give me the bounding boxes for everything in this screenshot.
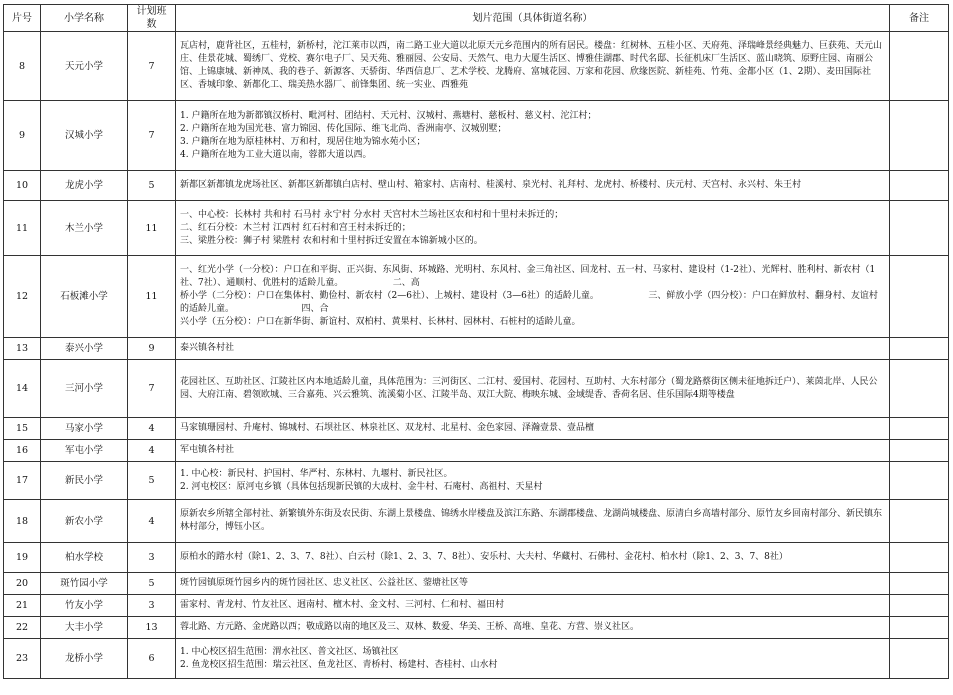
table-row <box>4 338 949 360</box>
zone-range: 雷家村、青龙村、竹友社区、迥南村、檀木村、金文村、三河村、仁和村、福田村 <box>176 595 890 617</box>
zone-range: 一、中心校：长林村 共和村 石马村 永宁村 分水村 天宫村木兰场社区农和村和十里村未拆迁的； 二、红石分校：木兰村 江西村 红石村和宫王村未拆迁的； 三、梁胜分校：狮子村 梁胜村 农和村和十里村拆迁安置在本锦新城小区的。 <box>176 201 890 256</box>
header-remarks: 备注 <box>890 5 949 32</box>
table-row <box>4 440 949 462</box>
remarks <box>890 32 949 101</box>
zone-range: 1. 中心校区招生范围：渭水社区、普文社区、场镇社区 2. 鱼龙校区招生范围：瑞云社区、鱼龙社区、青桥村、杨建村、杏桂村、山水村 <box>176 639 890 679</box>
planned-classes: 9 <box>128 338 176 360</box>
zone-number: 14 <box>4 360 41 418</box>
zone-range: 花园社区、互助社区、江陵社区内本地适龄儿童，具体范围为：三河街区、二江村、爱国村、花园村、互助村、大东村部分（蜀龙路蔡街区侧未征地拆迁户）、莱茵北岸、人民公园、大府江南、碧领欧城、三合嘉苑、兴云雅筑、流溪菊小区、江陵半岛、双江大院、梅映东城、金域缇香、香荷名居、佳乐国际4期等楼盘 <box>176 360 890 418</box>
planned-classes: 5 <box>128 462 176 500</box>
header-zone-range: 划片范围（具体街道名称） <box>176 5 890 32</box>
school-name: 龙虎小学 <box>41 171 128 201</box>
school-name: 马家小学 <box>41 418 128 440</box>
table-row <box>4 171 949 201</box>
planned-classes: 6 <box>128 639 176 679</box>
remarks <box>890 201 949 256</box>
header-row <box>4 5 949 32</box>
planned-classes: 11 <box>128 256 176 338</box>
table-row <box>4 543 949 573</box>
zone-number: 8 <box>4 32 41 101</box>
planned-classes: 4 <box>128 440 176 462</box>
remarks <box>890 543 949 573</box>
school-name: 竹友小学 <box>41 595 128 617</box>
remarks <box>890 617 949 639</box>
planned-classes: 7 <box>128 101 176 171</box>
table-row <box>4 360 949 418</box>
zone-range: 新都区新都镇龙虎场社区、新都区新都镇白店村、壁山村、箱家村、店南村、桂溪村、泉光村、礼拜村、龙虎村、桥楼村、庆元村、天宫村、永兴村、朱王村 <box>176 171 890 201</box>
zone-range: 1. 中心校：新民村、护国村、华严村、东林村、九堰村、新民社区。 2. 河屯校区：原河屯乡镇（具体包括现新民镇的大成村、金牛村、石庵村、高祖村、天星村 <box>176 462 890 500</box>
planned-classes: 3 <box>128 595 176 617</box>
remarks <box>890 256 949 338</box>
zone-number: 23 <box>4 639 41 679</box>
school-name: 新农小学 <box>41 500 128 543</box>
school-name: 龙桥小学 <box>41 639 128 679</box>
planned-classes: 5 <box>128 171 176 201</box>
zone-number: 19 <box>4 543 41 573</box>
zone-range: 原柏水的踏水村（除1、2、3、7、8社）、白云村（除1、2、3、7、8社）、安乐村、大夫村、华藏村、石佛村、金花村、柏水村（除1、2、3、7、8社） <box>176 543 890 573</box>
remarks <box>890 360 949 418</box>
school-name: 天元小学 <box>41 32 128 101</box>
school-name: 泰兴小学 <box>41 338 128 360</box>
remarks <box>890 573 949 595</box>
planned-classes: 7 <box>128 360 176 418</box>
planned-classes: 7 <box>128 32 176 101</box>
zone-number: 18 <box>4 500 41 543</box>
zone-number: 10 <box>4 171 41 201</box>
table-row <box>4 595 949 617</box>
zone-range: 1. 户籍所在地为新都镇汉桥村、毗河村、团结村、天元村、汉城村、燕塘村、慈板村、慈义村、沱江村； 2. 户籍所在地为国光巷、富力锦园、传化国际、维飞北尚、香洲南亭、汉城别墅； 3. 户籍所在地为原桂林村、万和村，现居住地为锦水苑小区； 4. 户籍所在地为工业大道以南，蓉都大道以西。 <box>176 101 890 171</box>
remarks <box>890 639 949 679</box>
zone-number: 13 <box>4 338 41 360</box>
planned-classes: 5 <box>128 573 176 595</box>
header-planned-classes: 计划班数 <box>128 5 176 32</box>
remarks <box>890 171 949 201</box>
remarks <box>890 440 949 462</box>
zone-number: 9 <box>4 101 41 171</box>
zone-number: 17 <box>4 462 41 500</box>
zone-number: 11 <box>4 201 41 256</box>
table-row <box>4 256 949 338</box>
remarks <box>890 418 949 440</box>
school-name: 石板滩小学 <box>41 256 128 338</box>
school-name: 三河小学 <box>41 360 128 418</box>
table-row <box>4 32 949 101</box>
zone-range: 军屯镇各村社 <box>176 440 890 462</box>
school-name: 斑竹园小学 <box>41 573 128 595</box>
header-school-name: 小学名称 <box>41 5 128 32</box>
table-row <box>4 500 949 543</box>
school-name: 汉城小学 <box>41 101 128 171</box>
planned-classes: 4 <box>128 418 176 440</box>
school-name: 木兰小学 <box>41 201 128 256</box>
zone-number: 16 <box>4 440 41 462</box>
school-name: 柏水学校 <box>41 543 128 573</box>
school-name: 大丰小学 <box>41 617 128 639</box>
table-row <box>4 639 949 679</box>
table-row <box>4 418 949 440</box>
remarks <box>890 101 949 171</box>
table-row <box>4 573 949 595</box>
zone-range: 一、红光小学（一分校）：户口在和平街、正兴街、东风街、环城路、光明村、东风村、金三角社区、回龙村、五一村、马家村、建设村（1-2社）、光辉村、胜利村、新农村（1社、7社）、通顺村、优胜村的适龄儿童。 二、高 桥小学（二分校）：户口在集体村、勤俭村、新农村（2—6社）、上城村、建设村（3—6社）的适龄儿童。 三、鲜放小学（四分校）：户口在鲜放村、翻身村、友谊村的适龄儿童。 四、合 兴小学（五分校）：户口在新华街、新谊村、双柏村、黄果村、长林村、园林村、石桩村的适龄儿童。 <box>176 256 890 338</box>
planned-classes: 13 <box>128 617 176 639</box>
zone-number: 15 <box>4 418 41 440</box>
zone-range: 蓉北路、方元路、金虎路以西；敬成路以南的地区及三、双林、数爱、华美、王桥、高堆、皇花、方营、崇义社区。 <box>176 617 890 639</box>
remarks <box>890 462 949 500</box>
zone-range: 瓦店村，鹿背社区，五桂村，新桥村，沱江莱市以西，南二路工业大道以北原天元乡范围内的所有居民。楼盘：红树林、五桂小区、天府苑、泽瑞峰景经典魅力、巨获苑、天元山庄、佳景花城、蜀绣厂、党校、赛尔电子厂、吴天苑、雅丽园、公安局、天然气、电力大厦生活区、博雅佳湖郡、时代名邸、长征机床厂生活区、蓝山晓筑、原野庄园、南丽公馆、上锦康城、新神凤、我的巷子、新源客、天骄街、华西信息厂、艺术学校、龙腾府、富城花园、万家和花园、欣缘医院、新桂苑、竹苑、金都小区（1、2期）、麦田国际社区、香城印象、新都化工、瑞美热水器厂、前锋集团、统一实业、西雅苑 <box>176 32 890 101</box>
zone-number: 20 <box>4 573 41 595</box>
district-enrollment-table <box>3 4 949 679</box>
zone-range: 斑竹园镇原斑竹园乡内的斑竹园社区、忠义社区、公益社区、蓥塘社区等 <box>176 573 890 595</box>
planned-classes: 4 <box>128 500 176 543</box>
zone-range: 马家镇珊园村、升庵村、锦城村、石坝社区、林泉社区、双龙村、北星村、金色家园、泽瀚壹景、壹品檀 <box>176 418 890 440</box>
table-row <box>4 201 949 256</box>
table-row <box>4 617 949 639</box>
planned-classes: 11 <box>128 201 176 256</box>
zone-number: 12 <box>4 256 41 338</box>
header-zone-number: 片号 <box>4 5 41 32</box>
school-name: 军屯小学 <box>41 440 128 462</box>
table-row <box>4 462 949 500</box>
zone-number: 21 <box>4 595 41 617</box>
remarks <box>890 338 949 360</box>
zone-range: 原新农乡所辖全部村社、新繁镇外东街及农民街、东湖上景楼盘、锦绣水岸楼盘及滨江东路、东湖郡楼盘、龙湖尚城楼盘、原清白乡高墙村部分、原竹友乡回南村部分、新民镇东林村部分，博钰小区。 <box>176 500 890 543</box>
planned-classes: 3 <box>128 543 176 573</box>
zone-number: 22 <box>4 617 41 639</box>
zone-range: 泰兴镇各村社 <box>176 338 890 360</box>
school-name: 新民小学 <box>41 462 128 500</box>
remarks <box>890 500 949 543</box>
remarks <box>890 595 949 617</box>
table-row <box>4 101 949 171</box>
